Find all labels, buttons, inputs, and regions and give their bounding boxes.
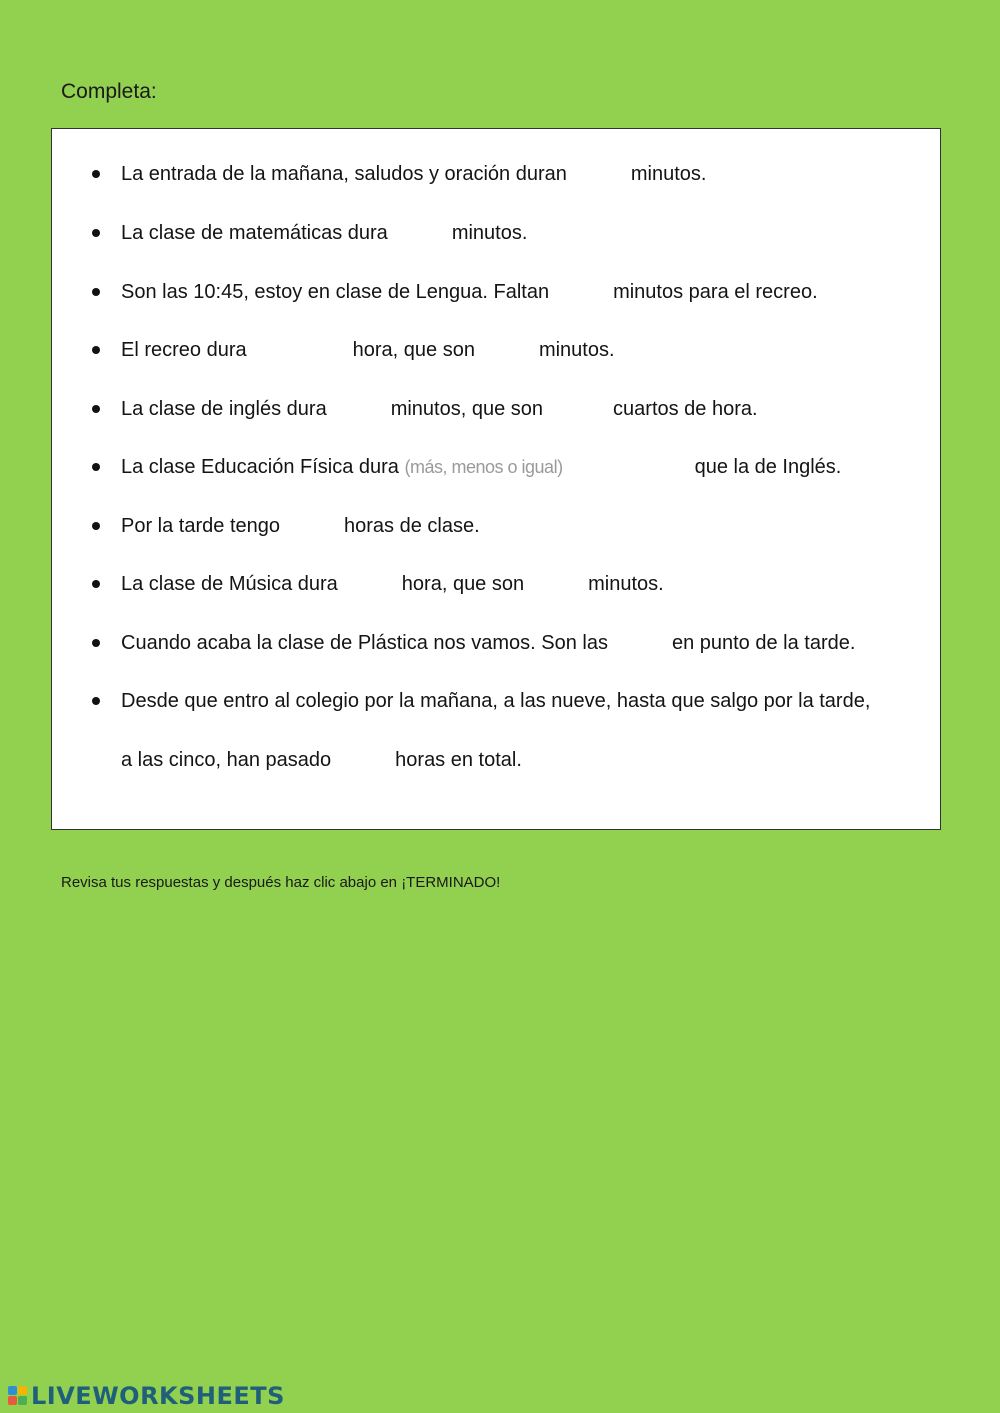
item-text: Por la tarde tengo [121, 515, 280, 537]
answer-blank[interactable] [327, 398, 391, 422]
item-text: La clase de Música dura [121, 573, 338, 595]
answer-blank[interactable] [563, 456, 695, 480]
item-text: horas de clase. [344, 515, 480, 537]
item-text: La entrada de la mañana, saludos y oración duran [121, 163, 567, 185]
bullet-icon [92, 288, 100, 296]
brand-logo[interactable] [8, 1381, 285, 1411]
bullet-icon [92, 463, 100, 471]
item-text: minutos. [588, 573, 664, 595]
answer-blank[interactable] [280, 515, 344, 539]
exercise-item [121, 569, 664, 599]
item-text: hora, que son [401, 573, 525, 595]
bullet-icon [92, 522, 100, 530]
bullet-icon [92, 639, 100, 647]
item-text: minutos, que son [390, 398, 544, 420]
item-text: Son las 10:45, estoy en clase de Lengua. Faltan [121, 281, 550, 303]
exercise-item [121, 686, 870, 716]
answer-blank[interactable] [543, 398, 613, 422]
answer-blank[interactable] [338, 573, 402, 597]
item-text: que la de Inglés. [694, 456, 842, 478]
item-text: minutos. [630, 163, 707, 185]
brand-name: LIVEWORKSHEETS [31, 1382, 285, 1410]
item-text: a las cinco, han pasado [121, 749, 332, 771]
bullet-icon [92, 580, 100, 588]
instruction-text: Revisa tus respuestas y después haz clic abajo en ¡TERMINADO! [61, 874, 501, 891]
exercise-item [121, 335, 615, 365]
exercise-list [52, 129, 940, 829]
answer-blank[interactable] [549, 281, 613, 305]
exercise-item [121, 277, 818, 307]
item-text: La clase de matemáticas dura [121, 222, 388, 244]
item-text: en punto de la tarde. [671, 632, 856, 654]
item-text: minutos para el recreo. [613, 281, 818, 303]
answer-blank[interactable] [475, 339, 539, 363]
exercise-item [121, 745, 522, 775]
answer-blank[interactable] [388, 222, 452, 246]
exercise-item [121, 218, 527, 248]
item-text: Desde que entro al colegio por la mañana, a las nueve, hasta que salgo por la tarde, [121, 690, 871, 712]
bullet-icon [92, 229, 100, 237]
exercise-item [121, 628, 855, 658]
answer-blank[interactable] [331, 749, 395, 773]
answer-blank[interactable] [247, 339, 353, 363]
bullet-icon [92, 346, 100, 354]
exercise-item [121, 394, 758, 424]
item-text: minutos. [538, 339, 615, 361]
bullet-icon [92, 170, 100, 178]
answer-blank[interactable] [524, 573, 588, 597]
item-text: La clase de inglés dura [121, 398, 327, 420]
item-text: cuartos de hora. [613, 398, 758, 420]
hint-text: (más, menos o igual) [404, 457, 563, 477]
exercise-item [121, 159, 706, 189]
page-heading: Completa: [61, 80, 157, 103]
liveworksheets-logo-icon [8, 1386, 28, 1406]
answer-blank[interactable] [567, 163, 631, 187]
item-text: Cuando acaba la clase de Plástica nos vamos. Son las [121, 632, 608, 654]
item-text: hora, que son [352, 339, 475, 361]
exercise-item [121, 452, 841, 482]
exercise-item [121, 511, 480, 541]
item-text: El recreo dura [121, 339, 247, 361]
answer-blank[interactable] [608, 632, 672, 656]
bullet-icon [92, 697, 100, 705]
item-text: horas en total. [395, 749, 522, 771]
item-text: minutos. [451, 222, 528, 244]
exercise-box [51, 128, 941, 830]
item-text: La clase Educación Física dura [121, 456, 399, 478]
bullet-icon [92, 405, 100, 413]
